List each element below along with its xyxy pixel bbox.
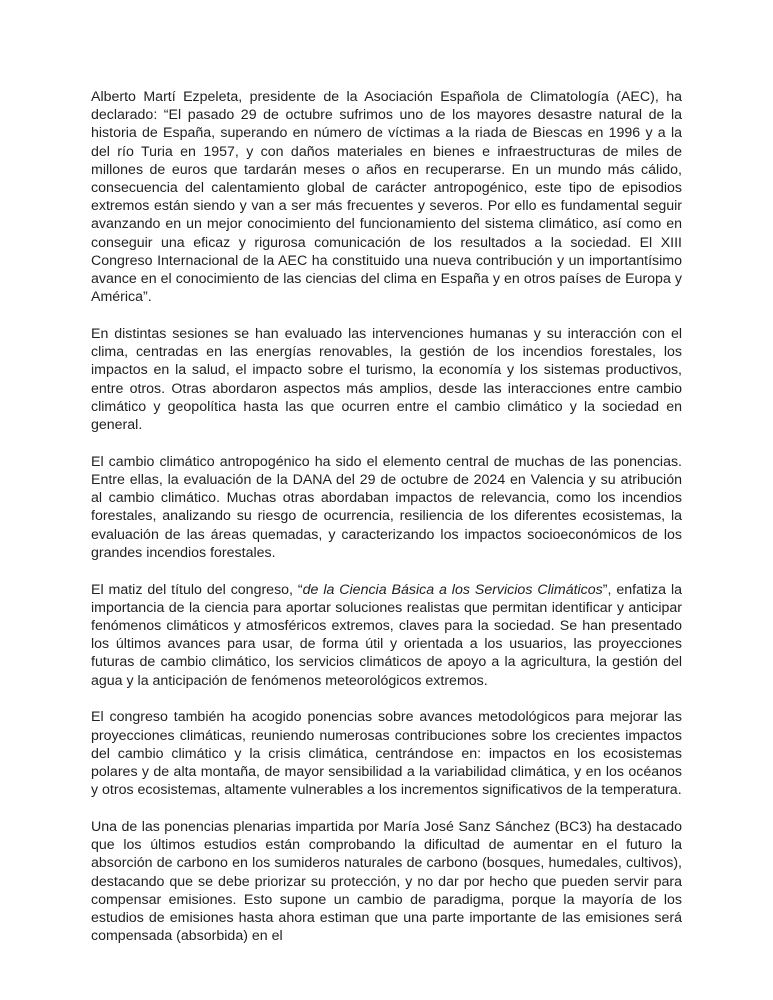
paragraph-4-text-after: ”, enfatiza la importancia de la ciencia para aportar soluciones realistas que permitan identificar y anticipar fenómenos climáticos y atmosféricos extremos, claves para la sociedad. Se han presentado los últimos avances para usar, de forma útil y orientada a los usuarios, las proyecciones futuras de cambio climático, los servicios climáticos de apoyo a la agricultura, la gestión del agua y la anticipación de fenómenos meteorológicos extremos. [91,581,682,689]
paragraph-2: En distintas sesiones se han evaluado las intervenciones humanas y su interacción con el clima, centradas en las energías renovables, la gestión de los incendios forestales, los impactos en la salud, el impacto sobre el turismo, la economía y los sistemas productivos, entre otros. Otras abordaron aspectos más amplios, desde las interacciones entre cambio climático y geopolítica hasta las que ocurren entre el cambio climático y la sociedad en general. [91,326,682,434]
paragraph-3: El cambio climático antropogénico ha sido el elemento central de muchas de las ponencias. Entre ellas, la evaluación de la DANA del 29 de octubre de 2024 en Valencia y su atribución al cambio climático. Muchas otras abordaban impactos de relevancia, como los incendios forestales, analizando su riesgo de ocurrencia, resiliencia de los diferentes ecosistemas, la evaluación de las áreas quemadas, y caracterizando los impactos socioeconómicos de los grandes incendios forestales. [91,453,682,561]
document-body [91,88,682,964]
paragraph-6: Una de las ponencias plenarias impartida por María José Sanz Sánchez (BC3) ha destacado que los últimos estudios están comprobando la dificultad de aumentar en el futuro la absorción de carbono en los sumideros naturales de carbono (bosques, humedales, cultivos), destacando que se debe priorizar su protección, y no dar por hecho que pueden servir para compensar emisiones. Esto supone un cambio de paradigma, porque la mayoría de los estudios de emisiones hasta ahora estiman que una parte importante de las emisiones será compensada (absorbida) en el [91,819,682,945]
paragraph-1: Alberto Martí Ezpeleta, presidente de la Asociación Española de Climatología (AEC), ha declarado: “El pasado 29 de octubre sufrimos uno de los mayores desastre natural de la historia de España, superando en número de víctimas a la riada de Biescas en 1996 y a la del río Turia en 1957, y con daños materiales en bienes e infraestructuras de miles de millones de euros que tardarán meses o años en recuperarse. En un mundo más cálido, consecuencia del calentamiento global de carácter antropogénico, este tipo de episodios extremos están siendo y van a ser más frecuentes y severos. Por ello es fundamental seguir avanzando en un mejor conocimiento del funcionamiento del sistema climático, así como en conseguir una eficaz y rigurosa comunicación de los resultados a la sociedad. El XIII Congreso Internacional de la AEC ha constituido una nueva contribución y un importantísimo avance en el conocimiento de las ciencias del clima en España y en otros países de Europa y América”. [91,89,682,306]
congress-title-italic: de la Ciencia Básica a los Servicios Climáticos [302,581,603,598]
paragraph-4-text-before: El matiz del título del congreso, “ [91,581,303,598]
paragraph-4 [91,581,682,690]
paragraph-5: El congreso también ha acogido ponencias sobre avances metodológicos para mejorar las proyecciones climáticas, reuniendo numerosas contribuciones sobre los crecientes impactos del cambio climático y la crisis climática, centrándose en: impactos en los ecosistemas polares y de alta montaña, de mayor sensibilidad a la variabilidad climática, y en los océanos y otros ecosistemas, altamente vulnerables a los incrementos significativos de la temperatura. [91,709,682,799]
